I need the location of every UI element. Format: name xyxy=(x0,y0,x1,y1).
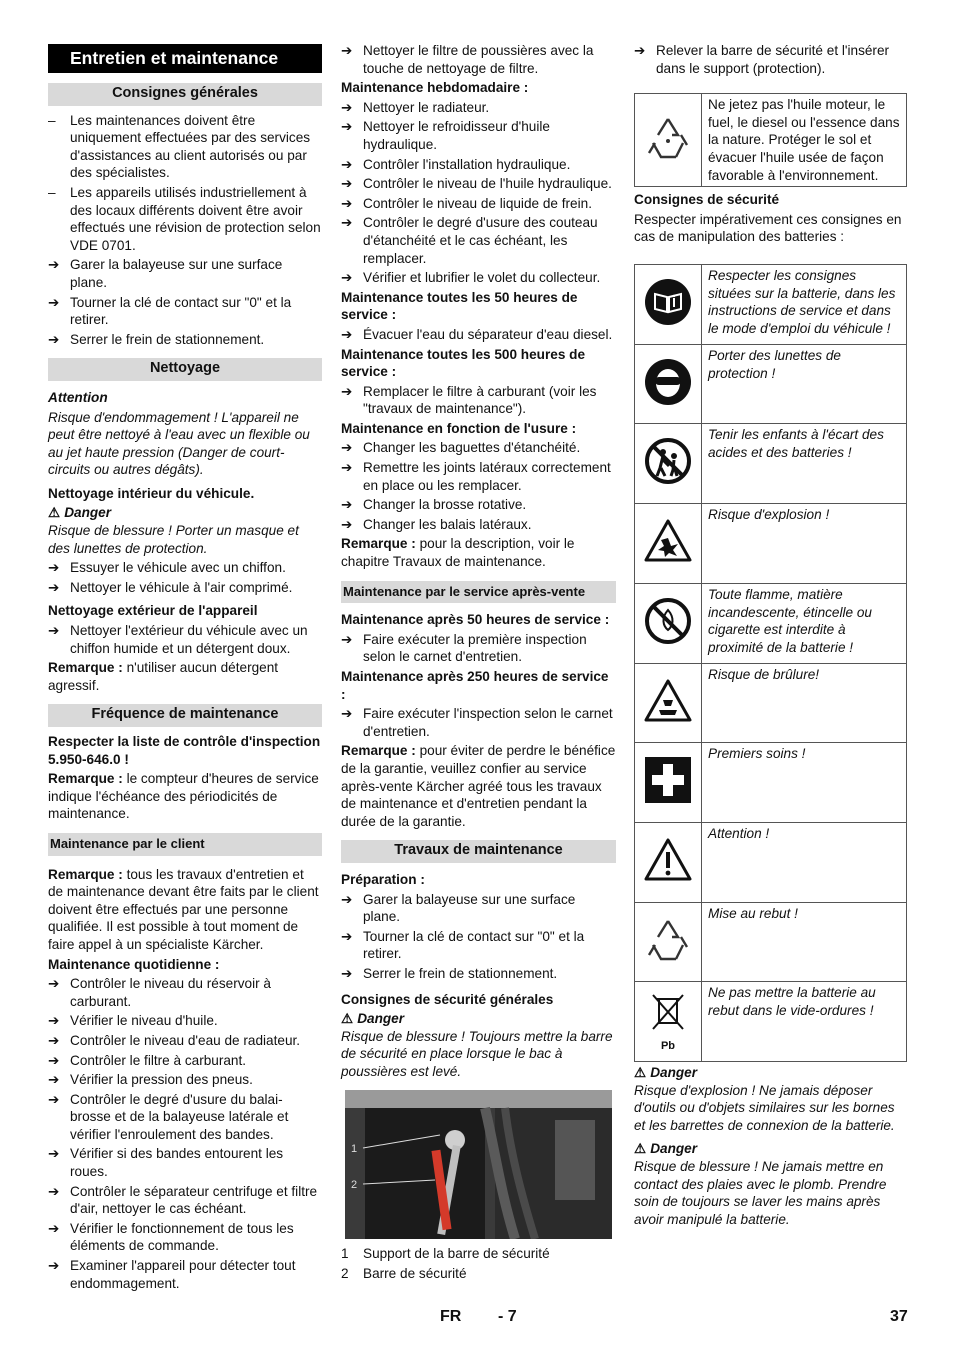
step: ➔ Serrer le frein de stationnement. xyxy=(341,965,558,981)
heading-frequence: Fréquence de maintenance xyxy=(48,704,322,727)
battery-rule-text: Premiers soins ! xyxy=(702,742,907,822)
attention-label: Attention xyxy=(48,389,108,405)
arrow-icon: ➔ xyxy=(341,891,353,907)
battery-rule-text: Attention ! xyxy=(702,822,907,902)
remark: Remarque : n'utiliser aucun détergent agressif. xyxy=(48,660,279,693)
battery-rule-text: Tenir les enfants à l'écart des acides et des batteries ! xyxy=(702,423,907,503)
remark: Remarque : tous les travaux d'entretien et de maintenance devant être faits par le client doivent être effectués par une personne qualifiée. Il est possible à tout moment de faire appel à un spécialiste Kärcher. xyxy=(48,866,319,952)
battery-rule-text: Porter des lunettes de protection ! xyxy=(702,344,907,423)
exterior-title: Nettoyage extérieur de l'appareil xyxy=(48,603,258,619)
legend-item: 2 Barre de sécurité xyxy=(341,1266,467,1282)
interior-title: Nettoyage intérieur du véhicule. xyxy=(48,485,255,501)
step: ➔ Essuyer le véhicule avec un chiffon. xyxy=(48,560,286,576)
safety-title: Consignes de sécurité générales xyxy=(341,991,554,1007)
arrow-icon: ➔ xyxy=(341,706,353,722)
recycle-icon xyxy=(635,902,702,981)
arrow-icon: ➔ xyxy=(48,1013,60,1029)
warning-triangle-icon: ⚠ xyxy=(634,1064,647,1080)
step: ➔ Vérifier le fonctionnement de tous les éléments de commande. xyxy=(48,1220,294,1254)
heading-nettoyage: Nettoyage xyxy=(48,358,322,381)
step: ➔ Faire exécuter l'inspection selon le carnet d'entretien. xyxy=(341,706,613,739)
step: ➔ Tourner la clé de contact sur "0" et la retirer. xyxy=(48,294,292,328)
arrow-icon: ➔ xyxy=(341,99,353,115)
warning-triangle-icon: ⚠ xyxy=(48,505,61,521)
heading-service-apres-vente: Maintenance par le service après-vente xyxy=(341,581,616,604)
step: ➔ Vérifier si des bandes entourent les roues. xyxy=(48,1146,284,1180)
goggles-icon xyxy=(635,344,702,423)
after50-title: Maintenance après 50 heures de service : xyxy=(341,612,610,628)
step: ➔ Examiner l'appareil pour détecter tout endommagement. xyxy=(48,1258,296,1291)
arrow-icon: ➔ xyxy=(341,43,353,58)
step: ➔ Contrôler le degré d'usure du balai-brosse et de la balayeuse latérale et vérifier l'enroulement des bandes. xyxy=(48,1091,289,1142)
step: ➔ Contrôler le niveau d'eau de radiateur. xyxy=(48,1032,301,1048)
column-middle xyxy=(341,42,616,1285)
footer-section-page: - 7 xyxy=(498,1308,517,1325)
arrow-icon: ➔ xyxy=(48,1052,60,1068)
danger-text: Risque de blessure ! Porter un masque et des lunettes de protection. xyxy=(48,523,299,556)
attention-text: Risque d'endommagement ! L'appareil ne peut être nettoyé à l'eau avec un flexible ou au jet haute pression (Danger de court-circuits ou autres dégâts). xyxy=(48,409,310,478)
step: ➔ Nettoyer le véhicule à l'air comprimé. xyxy=(48,579,293,595)
heading-maintenance-client: Maintenance par le client xyxy=(48,833,322,856)
step: ➔ Nettoyer le filtre de poussières avec la touche de nettoyage de filtre. xyxy=(341,43,594,76)
remark: Remarque : le compteur d'heures de service indique l'échéance des périodicités de maintenance. xyxy=(48,771,319,822)
arrow-icon: ➔ xyxy=(341,631,353,647)
h50-title: Maintenance toutes les 50 heures de service : xyxy=(341,289,578,323)
arrow-icon: ➔ xyxy=(48,1032,60,1048)
arrow-icon: ➔ xyxy=(341,215,353,231)
arrow-icon: ➔ xyxy=(341,497,353,513)
arrow-icon: ➔ xyxy=(341,516,353,532)
battery-rule-text: Toute flamme, matière incandescente, étincelle ou cigarette est interdite à proximité de la batterie ! xyxy=(702,583,907,663)
battery-safety-table xyxy=(634,264,907,1062)
danger-text: Risque de blessure ! Toujours mettre la barre de sécurité en place lorsque le bac à poussières est levé. xyxy=(341,1028,613,1079)
arrow-icon: ➔ xyxy=(48,331,60,347)
explosion-icon xyxy=(635,503,702,583)
step: ➔ Vérifier le niveau d'huile. xyxy=(48,1013,218,1029)
warning-triangle-icon: ⚠ xyxy=(634,1141,647,1157)
arrow-icon: ➔ xyxy=(48,976,60,992)
dash-item: – Les appareils utilisés industriellement à des locaux différents doivent être avoir effectués une révision de protection selon VDE 0701. xyxy=(48,184,321,253)
crossed-bin-icon xyxy=(635,981,702,1061)
wear-title: Maintenance en fonction de l'usure : xyxy=(341,420,577,436)
battery-title: Consignes de sécurité xyxy=(634,192,780,208)
manual-icon xyxy=(635,264,702,344)
arrow-icon: ➔ xyxy=(341,928,353,944)
step: ➔ Contrôler le degré d'usure des couteau d'étanchéité et le cas échéant, les remplacer. xyxy=(341,215,598,266)
safety-bar-illustration xyxy=(345,1090,612,1239)
warning-icon xyxy=(635,822,702,902)
legend-item: 1 Support de la barre de sécurité xyxy=(341,1246,550,1262)
arrow-icon: ➔ xyxy=(341,460,353,476)
no-fire-icon xyxy=(635,583,702,663)
callout-1: 1 xyxy=(351,1143,358,1156)
step: ➔ Changer les balais latéraux. xyxy=(341,516,532,532)
arrow-icon: ➔ xyxy=(48,560,60,576)
battery-rule-text: Respecter les consignes situées sur la batterie, dans les instructions de service et dans le mode d'emploi du véhicule ! xyxy=(702,264,907,344)
arrow-icon: ➔ xyxy=(48,623,60,639)
remark: Remarque : pour la description, voir le chapitre Travaux de maintenance. xyxy=(341,536,575,570)
step: ➔ Remplacer le filtre à carburant (voir les "travaux de maintenance"). xyxy=(341,383,597,417)
arrow-icon: ➔ xyxy=(48,294,60,310)
arrow-icon: ➔ xyxy=(48,1220,60,1236)
step: ➔ Contrôler le niveau du réservoir à carburant. xyxy=(48,976,271,1009)
danger-text: Risque de blessure ! Ne jamais mettre en contact des plaies avec le plomb. Prendre soin de toujours se laver les mains après avoir manipulé la batterie. xyxy=(634,1158,887,1227)
step: ➔ Nettoyer le radiateur. xyxy=(341,99,490,115)
environment-table xyxy=(634,93,907,187)
step: ➔ Contrôler le séparateur centrifuge et filtre d'air, nettoyer le cas échéant. xyxy=(48,1183,318,1217)
column-left xyxy=(48,42,322,1294)
arrow-icon: ➔ xyxy=(341,156,353,172)
arrow-icon: ➔ xyxy=(48,1183,60,1199)
arrow-icon: ➔ xyxy=(48,1258,60,1274)
step: ➔ Garer la balayeuse sur une surface plane. xyxy=(341,891,576,925)
battery-intro: Respecter impérativement ces consignes en cas de manipulation des batteries : xyxy=(634,211,902,245)
battery-rule-text: Mise au rebut ! xyxy=(702,902,907,981)
arrow-icon: ➔ xyxy=(341,270,353,286)
remark: Remarque : pour éviter de perdre le bénéfice de la garantie, veuillez confier au service après-vente Kärcher agréé tous les travaux de maintenance et d'entretien pendant la durée de la garantie. xyxy=(341,743,616,829)
step: ➔ Contrôler l'installation hydraulique. xyxy=(341,156,571,172)
arrow-icon: ➔ xyxy=(341,383,353,399)
prep-title: Préparation : xyxy=(341,871,425,887)
arrow-icon: ➔ xyxy=(634,43,646,58)
step: ➔ Faire exécuter la première inspection selon le carnet d'entretien. xyxy=(341,631,587,665)
environment-text: Ne jetez pas l'huile moteur, le fuel, le diesel ou l'essence dans la nature. Protéger le sol et évacuer l'huile usée de façon favorable à l'environnement. xyxy=(702,94,907,187)
step: ➔ Vérifier la pression des pneus. xyxy=(48,1072,253,1088)
heading-travaux: Travaux de maintenance xyxy=(341,840,616,863)
step: ➔ Contrôler le niveau de l'huile hydraulique. xyxy=(341,176,612,192)
checklist-note: Respecter la liste de contrôle d'inspection 5.950-646.0 ! xyxy=(48,734,321,767)
callout-2: 2 xyxy=(351,1179,358,1192)
danger-text: Risque d'explosion ! Ne jamais déposer d'outils ou d'objets similaires sur les bornes et les barrettes de connexion de la batterie. xyxy=(634,1082,895,1133)
dash-item: – Les maintenances doivent être uniquement effectuées par des services d'assistances au client autorisés ou par des spécialistes. xyxy=(48,112,311,181)
arrow-icon: ➔ xyxy=(341,119,353,135)
daily-title: Maintenance quotidienne : xyxy=(48,956,220,972)
danger-label: ⚠ Danger xyxy=(634,1141,698,1157)
recycle-icon xyxy=(635,94,702,187)
step: ➔ Changer les baguettes d'étanchéité. xyxy=(341,440,581,456)
arrow-icon: ➔ xyxy=(48,1146,60,1162)
first-aid-icon xyxy=(635,742,702,822)
step: ➔ Serrer le frein de stationnement. xyxy=(48,331,265,347)
safety-bar-photo xyxy=(345,1090,612,1239)
step: ➔ Relever la barre de sécurité et l'insérer dans le support (protection). xyxy=(634,43,890,76)
step: ➔ Nettoyer l'extérieur du véhicule avec un chiffon humide et un détergent doux. xyxy=(48,623,308,656)
step: ➔ Nettoyer le refroidisseur d'huile hydraulique. xyxy=(341,119,550,152)
arrow-icon: ➔ xyxy=(341,440,353,456)
no-children-icon xyxy=(635,423,702,503)
arrow-icon: ➔ xyxy=(48,1072,60,1088)
step: ➔ Garer la balayeuse sur une surface plane. xyxy=(48,257,283,290)
danger-label: ⚠ Danger xyxy=(634,1064,698,1080)
page-title: Entretien et maintenance xyxy=(48,44,322,73)
arrow-icon: ➔ xyxy=(341,326,353,342)
step: ➔ Évacuer l'eau du séparateur d'eau diesel. xyxy=(341,326,613,342)
footer-page-number: 37 xyxy=(890,1308,908,1325)
arrow-icon: ➔ xyxy=(341,176,353,192)
pb-label: Pb xyxy=(660,1039,676,1052)
battery-rule-text: Ne pas mettre la batterie au rebut dans le vide-ordures ! xyxy=(702,981,907,1061)
arrow-icon: ➔ xyxy=(341,965,353,981)
step: ➔ Tourner la clé de contact sur "0" et la retirer. xyxy=(341,928,585,962)
arrow-icon: ➔ xyxy=(48,579,60,595)
arrow-icon: ➔ xyxy=(48,1091,60,1107)
arrow-icon: ➔ xyxy=(341,195,353,211)
heading-consignes-generales: Consignes générales xyxy=(48,83,322,106)
footer-language: FR xyxy=(440,1308,462,1325)
corrosive-icon xyxy=(635,663,702,742)
step: ➔ Remettre les joints latéraux correctement en place ou les remplacer. xyxy=(341,460,611,493)
step: ➔ Vérifier et lubrifier le volet du collecteur. xyxy=(341,270,601,286)
arrow-icon: ➔ xyxy=(48,257,60,273)
danger-label: ⚠ Danger xyxy=(48,505,112,521)
after250-title: Maintenance après 250 heures de service : xyxy=(341,669,609,702)
step: ➔ Contrôler le filtre à carburant. xyxy=(48,1052,247,1068)
danger-label: ⚠ Danger xyxy=(341,1011,405,1027)
battery-rule-text: Risque de brûlure! xyxy=(702,663,907,742)
daily-steps xyxy=(48,975,322,1292)
column-right xyxy=(634,42,907,1230)
weekly-title: Maintenance hebdomadaire : xyxy=(341,80,529,96)
h500-title: Maintenance toutes les 500 heures de service : xyxy=(341,346,586,380)
step: ➔ Contrôler le niveau de liquide de frein. xyxy=(341,195,592,211)
step: ➔ Changer la brosse rotative. xyxy=(341,497,527,513)
battery-rule-text: Risque d'explosion ! xyxy=(702,503,907,583)
warning-triangle-icon: ⚠ xyxy=(341,1011,354,1027)
